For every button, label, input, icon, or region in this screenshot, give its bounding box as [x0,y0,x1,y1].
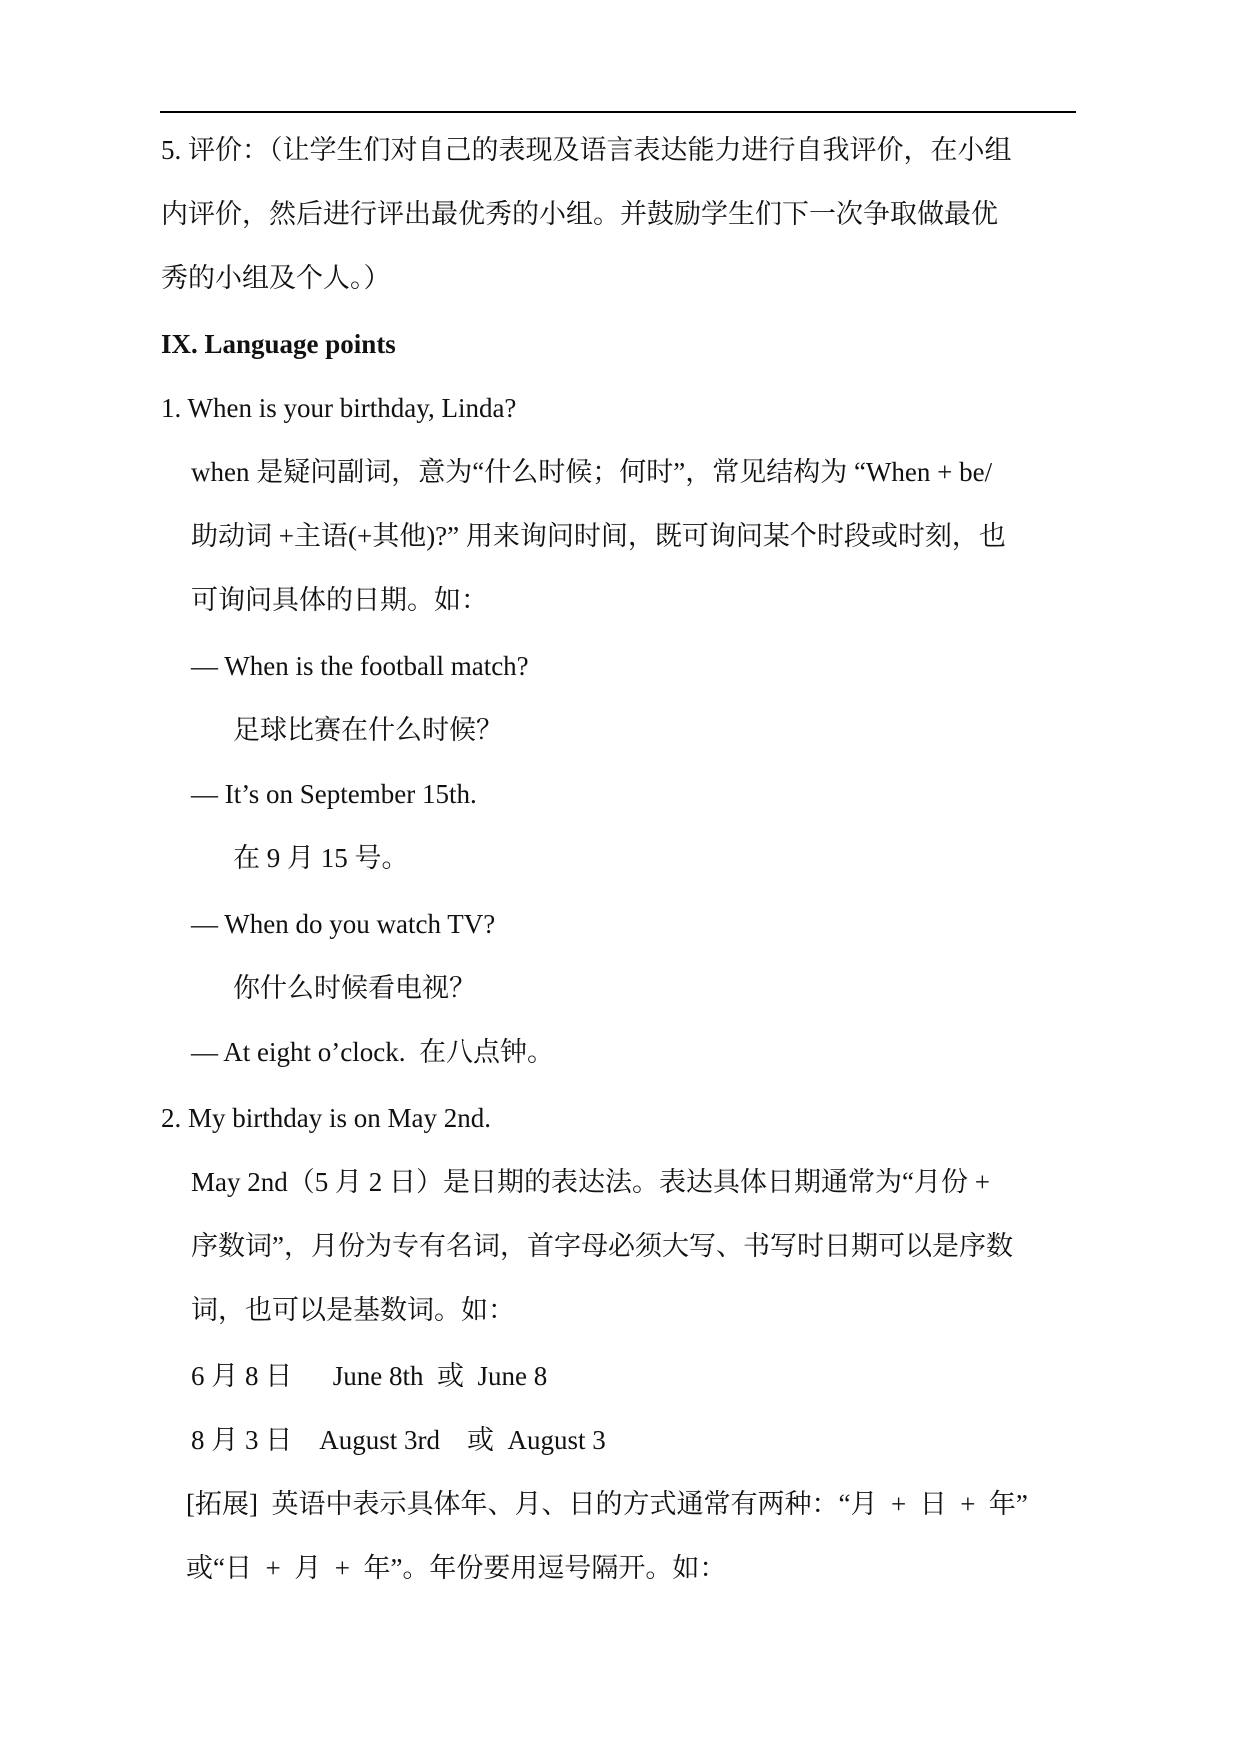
eval-line-2: 内评价，然后进行评出最优秀的小组。并鼓励学生们下一次争取做最优 [161,199,998,229]
section-heading: IX. Language points [161,329,396,359]
header-rule [160,111,1076,113]
example-3-en: — When do you watch TV? [191,909,496,939]
eval-line-3: 秀的小组及个人。） [161,263,391,293]
extension-line-2: 或“日 + 月 + 年”。年份要用逗号隔开。如： [186,1553,727,1583]
point-1-body-1: when 是疑问副词，意为“什么时候；何时”，常见结构为 “When + be/ [191,457,993,487]
example-2-en: — It’s on September 15th. [191,779,477,809]
point-2-body-2: 序数词”，月份为专有名词，首字母必须大写、书写时日期可以是序数 [191,1231,1013,1261]
example-1-zh: 足球比赛在什么时候？ [233,715,503,745]
date-example-2: 8 月 3 日 August 3rd 或 August 3 [191,1425,606,1455]
point-2-body-3: 词，也可以是基数词。如： [191,1295,515,1325]
point-1-title: 1. When is your birthday, Linda? [161,393,517,423]
point-2-title: 2. My birthday is on May 2nd. [161,1103,491,1133]
example-4: — At eight o’clock. 在八点钟。 [191,1037,554,1067]
date-example-1: 6 月 8 日 June 8th 或 June 8 [191,1361,548,1391]
example-1-en: — When is the football match? [191,651,529,681]
point-1-body-2: 助动词 +主语(+其他)?” 用来询问时间，既可询问某个时段或时刻，也 [191,521,1006,551]
extension-line-1: [拓展] 英语中表示具体年、月、日的方式通常有两种：“月 + 日 + 年” [186,1489,1028,1519]
example-2-zh: 在 9 月 15 号。 [233,843,409,873]
eval-line-1: 5. 评价：（让学生们对自己的表现及语言表达能力进行自我评价，在小组 [161,135,1012,165]
example-3-zh: 你什么时候看电视？ [233,973,476,1003]
point-2-body-1: May 2nd（5 月 2 日）是日期的表达法。表达具体日期通常为“月份 + [191,1167,990,1197]
point-1-body-3: 可询问具体的日期。如： [191,585,488,615]
